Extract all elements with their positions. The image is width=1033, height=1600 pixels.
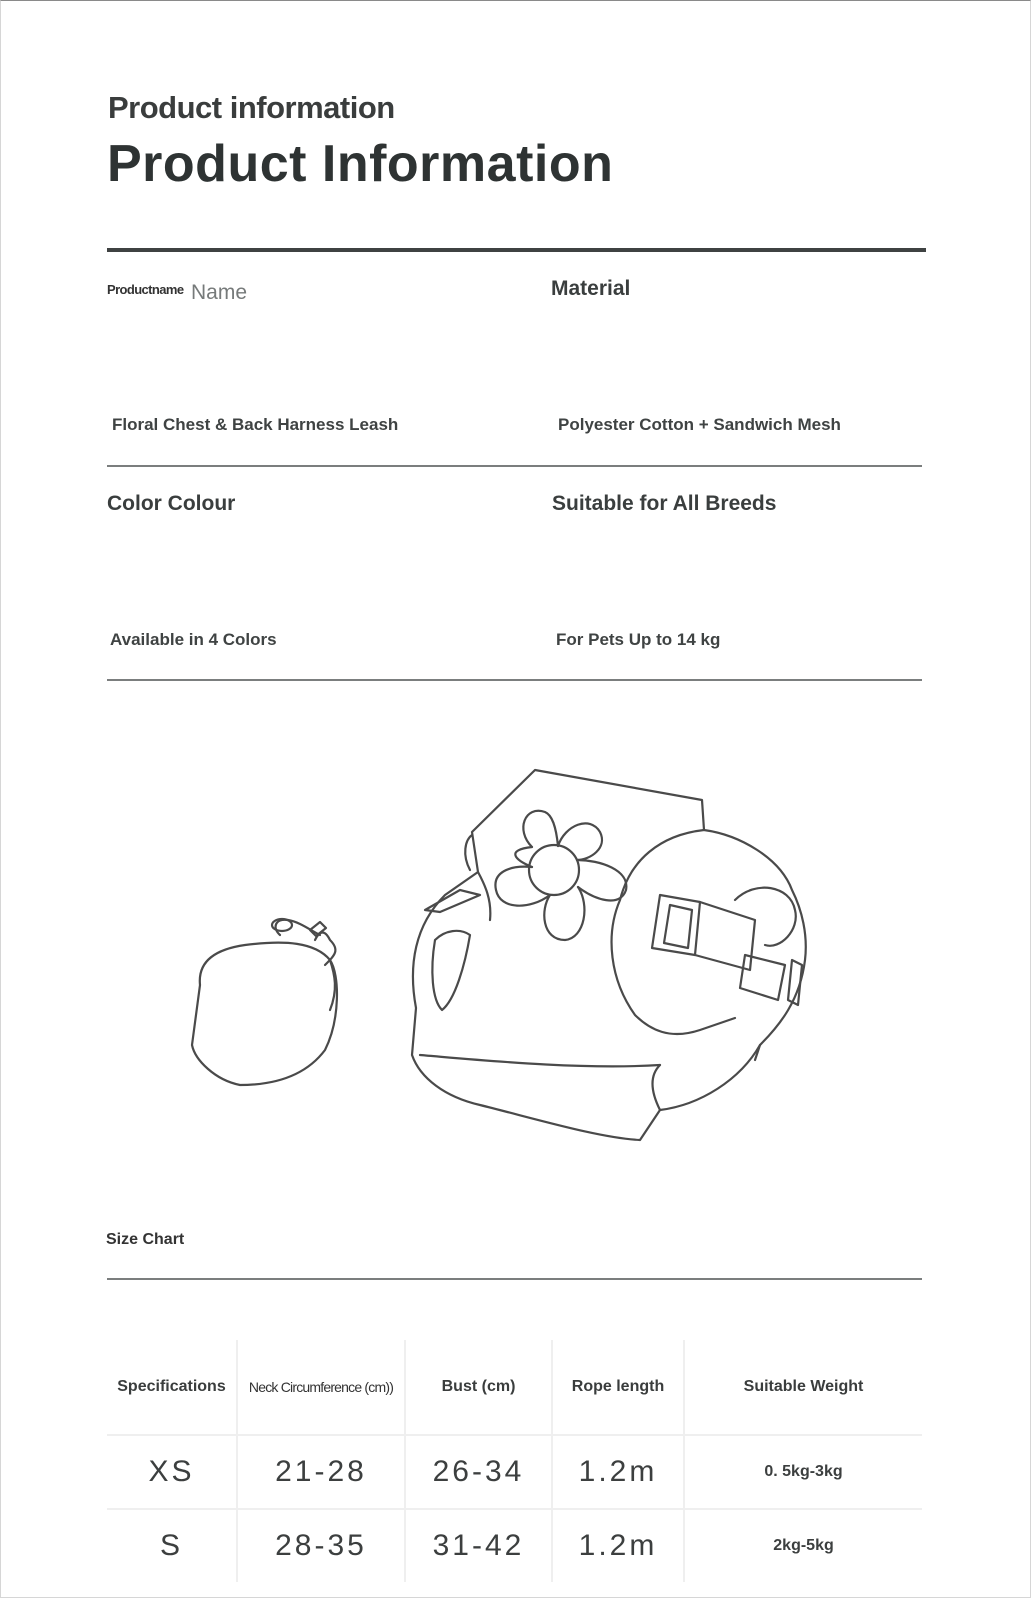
size-chart-title: Size Chart xyxy=(106,1231,185,1248)
cell-size: S xyxy=(107,1509,237,1582)
header-specifications: Specifications xyxy=(117,1378,226,1395)
material-label: Material xyxy=(551,277,631,300)
row-divider-1 xyxy=(107,465,922,467)
cell-size: XS xyxy=(107,1435,237,1509)
cell-bust: 31-42 xyxy=(405,1509,552,1582)
header-bust: Bust (cm) xyxy=(405,1340,552,1435)
table-row xyxy=(107,1435,922,1509)
row-divider-2 xyxy=(107,679,922,681)
page-title: Product Information xyxy=(107,135,614,193)
cell-rope: 1.2m xyxy=(552,1435,684,1509)
cell-rope: 1.2m xyxy=(552,1509,684,1582)
flower-icon xyxy=(495,811,626,940)
cell-weight: 0. 5kg-3kg xyxy=(684,1435,922,1509)
header-rope-length: Rope length xyxy=(552,1340,684,1435)
size-chart-divider xyxy=(107,1278,922,1280)
breed-label: Suitable for All Breeds xyxy=(552,492,777,515)
leash-icon xyxy=(192,919,337,1085)
product-name-value: Floral Chest & Back Harness Leash xyxy=(112,415,399,434)
color-label: Color Colour xyxy=(107,492,236,515)
table-header-row xyxy=(107,1340,922,1435)
cell-bust: 26-34 xyxy=(405,1435,552,1509)
breed-value: For Pets Up to 14 kg xyxy=(556,630,721,649)
harness-and-leash-illustration xyxy=(180,760,840,1160)
table-row xyxy=(107,1509,922,1582)
header-suitable-weight: Suitable Weight xyxy=(684,1340,922,1435)
title-divider xyxy=(107,248,926,252)
cell-neck: 21-28 xyxy=(237,1435,405,1509)
size-chart-table xyxy=(107,1340,922,1582)
product-name-label: Name xyxy=(191,281,248,304)
cell-weight: 2kg-5kg xyxy=(684,1509,922,1582)
page-subtitle: Product information xyxy=(108,90,395,125)
header-neck: Neck Circumference (cm)) xyxy=(237,1340,405,1435)
color-value: Available in 4 Colors xyxy=(110,630,277,649)
harness-icon xyxy=(412,770,806,1140)
cell-neck: 28-35 xyxy=(237,1509,405,1582)
product-name-label-small: Productname xyxy=(107,282,184,297)
material-value: Polyester Cotton + Sandwich Mesh xyxy=(558,415,841,434)
